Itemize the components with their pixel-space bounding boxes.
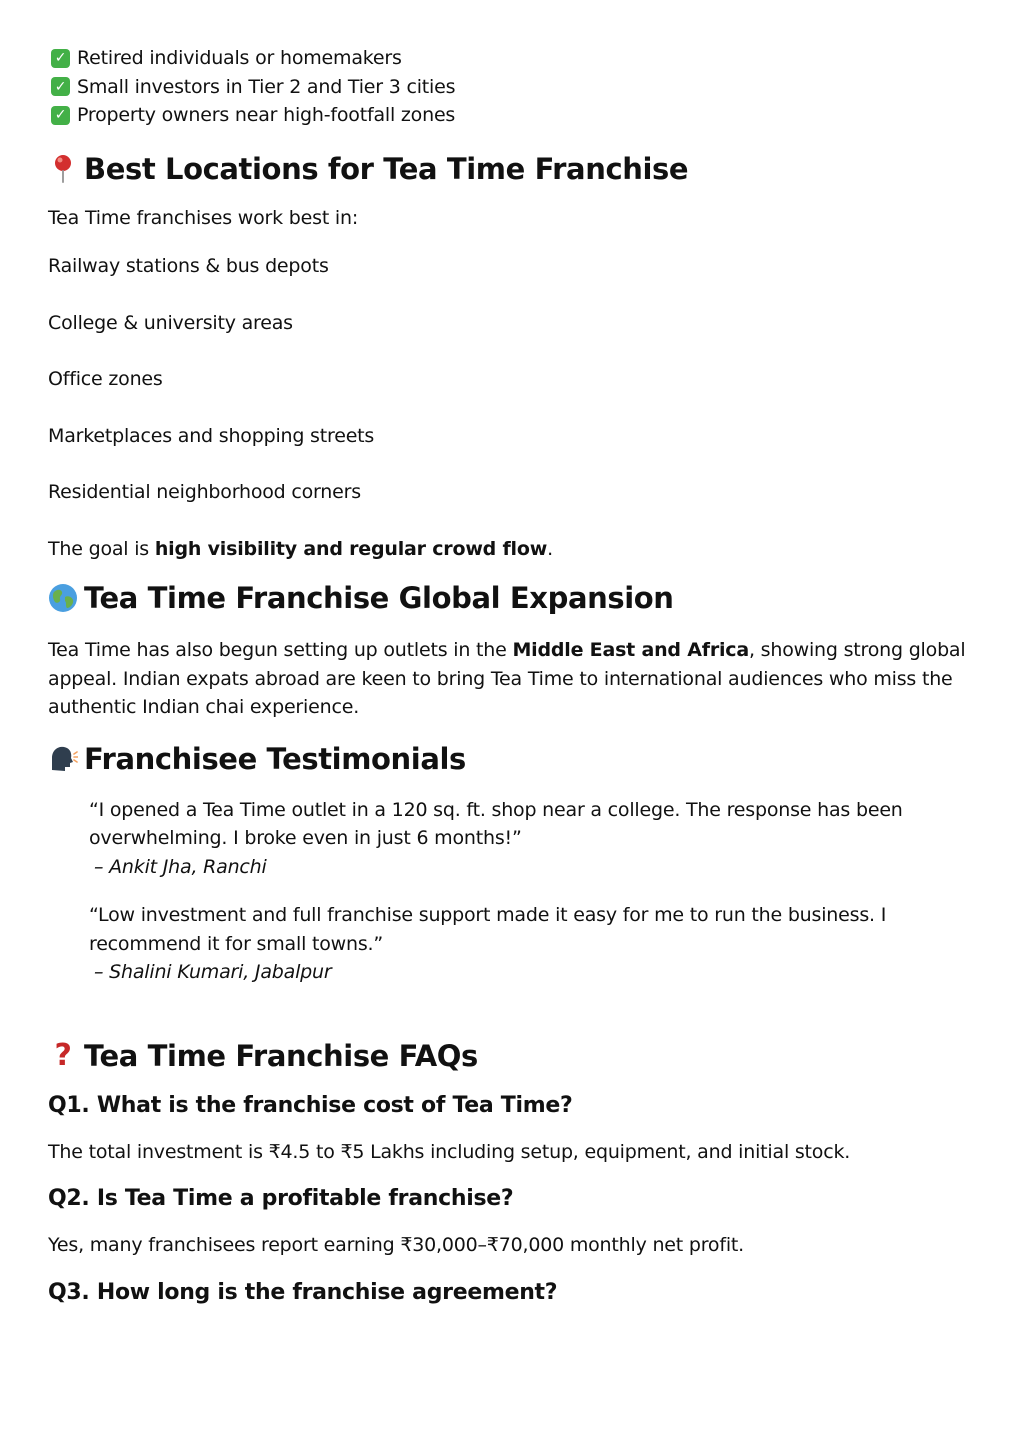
checklist-item-text: Small investors in Tier 2 and Tier 3 cities (77, 75, 456, 98)
location-item: Office zones (48, 368, 163, 390)
goal-emphasis: high visibility and regular crowd flow (154, 537, 548, 560)
faq-question: Q3. How long is the franchise agreement? (48, 1279, 558, 1305)
testimonial-author: – Shalini Kumari, Jabalpur (94, 961, 332, 983)
location-item: Marketplaces and shopping streets (48, 424, 375, 447)
location-item: Railway stations & bus depots (48, 255, 329, 277)
location-item: College & university areas (48, 311, 293, 334)
locations-intro: Tea Time franchises work best in: (48, 206, 359, 229)
checklist-item-text: Property owners near high-footfall zones (77, 104, 456, 127)
faq-question: Q2. Is Tea Time a profitable franchise? (48, 1186, 514, 1211)
locations-goal (48, 535, 988, 564)
locations-heading (48, 152, 988, 186)
expansion-heading-text: Tea Time Franchise Global Expansion (84, 581, 674, 615)
faq-answer: The total investment is ₹4.5 to ₹5 Lakhs including setup, equipment, and initial stock. (48, 1140, 851, 1163)
faq-heading-text: Tea Time Franchise FAQs (84, 1038, 478, 1073)
speaking-head-icon (48, 743, 78, 775)
testimonials-heading (48, 742, 988, 776)
red-question-mark-icon: ? (54, 1038, 72, 1073)
testimonials-heading-text: Franchisee Testimonials (84, 741, 466, 776)
check-mark-icon: ✓ (51, 49, 70, 68)
expansion-text-suffix: , showing strong global appeal. Indian expats abroad are keen to bring Tea Time to international audiences who miss the authentic Indian chai experience. (48, 639, 966, 718)
faq-answer: Yes, many franchisees report earning ₹30,000–₹70,000 monthly net profit. (48, 1234, 745, 1256)
location-item: Residential neighborhood corners (48, 481, 361, 503)
audience-checklist (48, 44, 988, 130)
round-pushpin-icon (48, 153, 78, 185)
check-mark-icon: ✓ (51, 77, 70, 96)
globe-icon (48, 582, 78, 614)
expansion-emphasis: Middle East and Africa (512, 639, 749, 661)
checklist-item (48, 73, 988, 102)
checklist-item (48, 101, 988, 130)
goal-suffix: . (547, 537, 553, 560)
goal-prefix: The goal is (48, 537, 155, 560)
faq-heading (48, 1039, 988, 1073)
testimonial-quote: “I opened a Tea Time outlet in a 120 sq. ft. shop near a college. The response has been overwhelming. I broke even in just 6 months!” (89, 798, 903, 849)
checklist-item-text: Retired individuals or homemakers (77, 47, 402, 70)
testimonial (89, 901, 988, 987)
testimonial (89, 796, 988, 882)
testimonial-author: – Ankit Jha, Ranchi (94, 855, 267, 878)
document (48, 44, 988, 1305)
checklist-item (48, 44, 988, 73)
expansion-paragraph (48, 636, 988, 722)
faq-question: Q1. What is the franchise cost of Tea Time? (48, 1092, 573, 1118)
testimonial-quote: “Low investment and full franchise support made it easy for me to run the business. I recommend it for small towns.” (89, 904, 887, 955)
locations-heading-text: Best Locations for Tea Time Franchise (84, 151, 689, 186)
expansion-heading (48, 581, 988, 615)
expansion-text-prefix: Tea Time has also begun setting up outlets in the (48, 639, 513, 661)
check-mark-icon: ✓ (51, 106, 70, 125)
